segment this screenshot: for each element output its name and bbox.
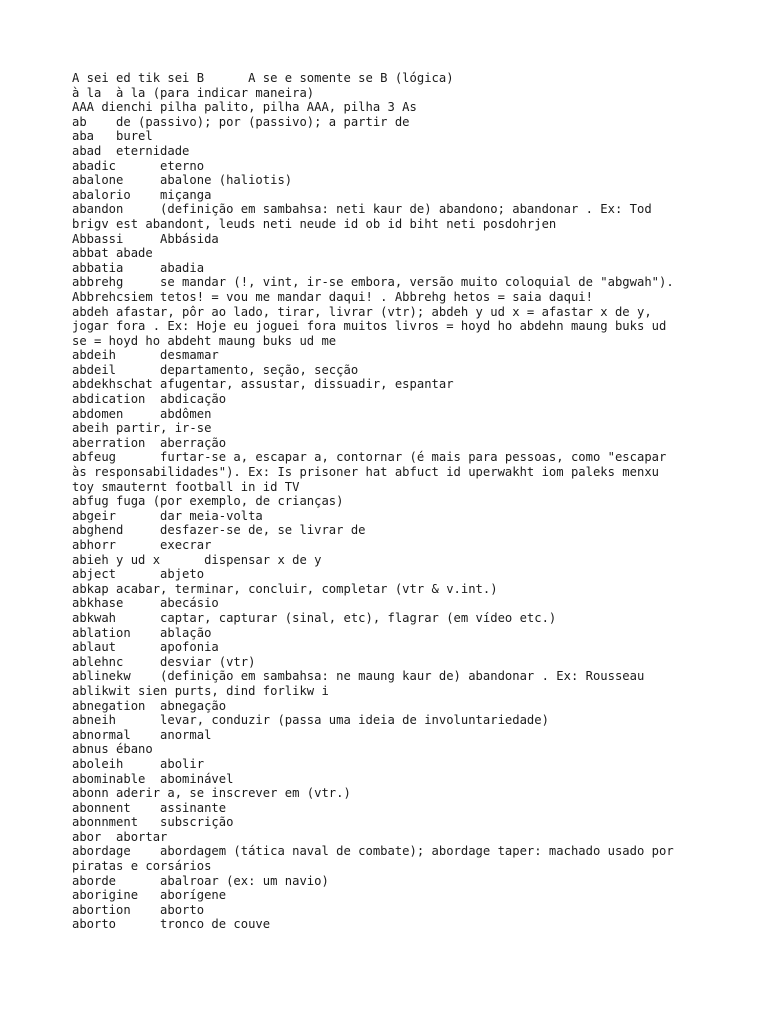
- dictionary-line: aboleih abolir: [72, 756, 205, 771]
- dictionary-line: abdication abdicação: [72, 392, 227, 407]
- dictionary-line: ablikwit sien purts, dind forlikw i: [72, 683, 329, 698]
- dictionary-line: aba burel: [72, 129, 153, 144]
- dictionary-line: abonnent assinante: [72, 800, 227, 815]
- dictionary-line: abnus ébano: [72, 742, 153, 757]
- dictionary-line: abordage abordagem (tática naval de combate); abordage taper: machado usado por: [72, 844, 674, 859]
- dictionary-line: abghend desfazer-se de, se livrar de: [72, 523, 366, 538]
- dictionary-line: abfeug furtar-se a, escapar a, contornar (é mais para pessoas, como "escapar: [72, 450, 667, 465]
- dictionary-line: ablation ablação: [72, 625, 212, 640]
- dictionary-line: aborto tronco de couve: [72, 917, 271, 932]
- dictionary-line: abadic eterno: [72, 158, 205, 173]
- dictionary-line: abhorr execrar: [72, 538, 212, 552]
- dictionary-line: toy smauternt football in id TV: [72, 479, 300, 494]
- dictionary-line: abandon (definição em sambahsa: neti kaur de) abandono; abandonar . Ex: Tod: [72, 202, 652, 217]
- dictionary-line: ab de (passivo); por (passivo); a partir de: [72, 114, 410, 129]
- dictionary-line: A sei ed tik sei B A se e somente se B (lógica): [72, 71, 454, 85]
- dictionary-line: abdomen abdômen: [72, 406, 212, 421]
- dictionary-line: abad eternidade: [72, 143, 190, 158]
- dictionary-line: abdekhschat afugentar, assustar, dissuadir, espantar: [72, 377, 454, 392]
- dictionary-line: se = hoyd ho abdeht maung buks ud me: [72, 333, 337, 348]
- dictionary-line: abdeil departamento, seção, secção: [72, 362, 359, 377]
- dictionary-line: abbrehg se mandar (!, vint, ir-se embora, versão muito coloquial de "abgwah").: [72, 275, 674, 290]
- dictionary-line: piratas e corsários: [72, 859, 212, 874]
- dictionary-line: abnormal anormal: [72, 727, 212, 742]
- dictionary-line: abor abortar: [72, 829, 168, 844]
- dictionary-line: abgeir dar meia-volta: [72, 508, 263, 523]
- dictionary-line: brigv est abandont, leuds neti neude id ob id biht neti posdohrjen: [72, 216, 557, 231]
- dictionary-line: aborde abalroar (ex: um navio): [72, 873, 329, 888]
- dictionary-line: abortion aborto: [72, 902, 205, 917]
- dictionary-line: à la à la (para indicar maneira): [72, 85, 315, 100]
- dictionary-line: abbatia abadia: [72, 260, 205, 275]
- dictionary-line: abonn aderir a, se inscrever em (vtr.): [72, 786, 351, 801]
- dictionary-line: abalone abalone (haliotis): [72, 173, 293, 188]
- dictionary-line: abkhase abecásio: [72, 596, 219, 611]
- dictionary-line: abieh y ud x dispensar x de y: [72, 552, 322, 567]
- dictionary-line: abfug fuga (por exemplo, de crianças): [72, 494, 344, 509]
- dictionary-line: abominable abominável: [72, 771, 234, 786]
- dictionary-line: abkwah captar, capturar (sinal, etc), flagrar (em vídeo etc.): [72, 610, 557, 625]
- dictionary-line: abneih levar, conduzir (passa uma ideia de involuntariedade): [72, 713, 549, 728]
- dictionary-line: AAA dienchi pilha palito, pilha AAA, pilha 3 As: [72, 100, 417, 115]
- dictionary-line: abonnment subscrição: [72, 815, 234, 830]
- dictionary-line: abbat abade: [72, 246, 153, 261]
- dictionary-line: aborigine aborígene: [72, 888, 227, 903]
- dictionary-line: aberration aberração: [72, 435, 227, 450]
- dictionary-line: ablinekw (definição em sambahsa: ne maung kaur de) abandonar . Ex: Rousseau: [72, 669, 645, 684]
- dictionary-page: [72, 71, 696, 932]
- dictionary-line: abdeh afastar, pôr ao lado, tirar, livrar (vtr); abdeh y ud x = afastar x de y,: [72, 304, 652, 319]
- dictionary-line: ablaut apofonia: [72, 640, 219, 655]
- dictionary-line: abject abjeto: [72, 567, 205, 582]
- dictionary-line: abeih partir, ir-se: [72, 421, 212, 436]
- dictionary-line: abdeih desmamar: [72, 348, 219, 363]
- dictionary-line: às responsabilidades"). Ex: Is prisoner hat abfuct id uperwakht iom paleks menxu: [72, 465, 659, 480]
- dictionary-line: Abbassi Abbásida: [72, 231, 219, 246]
- dictionary-line: Abbrehcsiem tetos! = vou me mandar daqui! . Abbrehg hetos = saia daqui!: [72, 289, 593, 304]
- dictionary-line: abnegation abnegação: [72, 698, 227, 713]
- dictionary-line: abkap acabar, terminar, concluir, completar (vtr & v.int.): [72, 581, 498, 596]
- dictionary-line: jogar fora . Ex: Hoje eu joguei fora muitos livros = hoyd ho abdehn maung buks ud: [72, 319, 667, 334]
- dictionary-line: abalorio miçanga: [72, 187, 212, 202]
- dictionary-line: ablehnc desviar (vtr): [72, 654, 256, 669]
